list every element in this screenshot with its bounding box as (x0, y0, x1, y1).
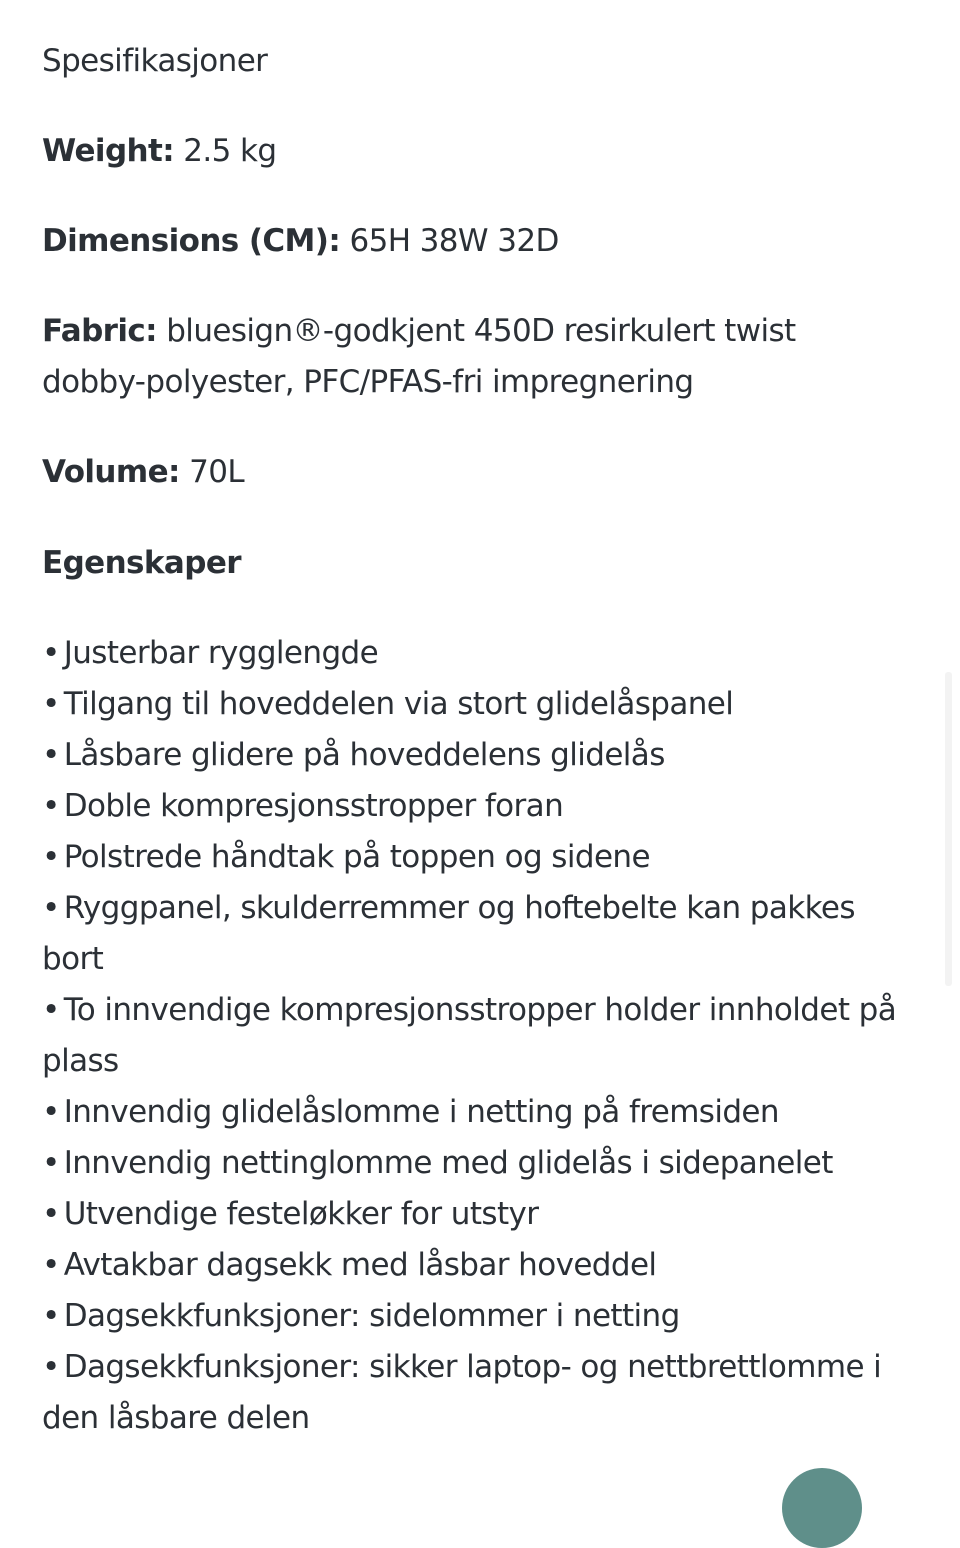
spec-fabric-value: bluesign®-godkjent 450D resirkulert twist dobby-polyester, PFC/PFAS-fri impregnering (42, 313, 796, 400)
spec-fabric (42, 306, 902, 408)
bullet-icon: • (42, 992, 60, 1028)
bullet-icon: • (42, 1247, 60, 1283)
bullet-icon: • (42, 1145, 60, 1181)
bullet-icon: • (42, 635, 60, 671)
feature-list (42, 628, 922, 1444)
bullet-icon: • (42, 1094, 60, 1130)
bullet-icon: • (42, 686, 60, 722)
feature-item: • Tilgang til hoveddelen via stort glidelåspanel (42, 686, 734, 722)
spec-dimensions (42, 216, 559, 267)
scrollbar[interactable] (945, 672, 952, 986)
floating-action-button[interactable] (782, 1468, 862, 1548)
bullet-icon: • (42, 1349, 60, 1385)
feature-item: • Dagsekkfunksjoner: sidelommer i netting (42, 1298, 680, 1334)
spec-weight-label: Weight: (42, 133, 175, 169)
feature-item: • Låsbare glidere på hoveddelens glidelås (42, 737, 665, 773)
bullet-icon: • (42, 1196, 60, 1232)
bullet-icon: • (42, 1298, 60, 1334)
feature-item: • Avtakbar dagsekk med låsbar hoveddel (42, 1247, 657, 1283)
feature-item: • Polstrede håndtak på toppen og sidene (42, 839, 650, 875)
spec-weight-value: 2.5 kg (183, 133, 277, 169)
feature-item: • To innvendige kompresjonsstropper holder innholdet på plass (42, 992, 897, 1079)
specifications-heading: Spesifikasjoner (42, 43, 268, 79)
features-heading: Egenskaper (42, 545, 241, 581)
spec-volume-label: Volume: (42, 454, 180, 490)
spec-volume (42, 447, 244, 498)
feature-item: • Ryggpanel, skulderremmer og hoftebelte kan pakkes bort (42, 890, 855, 977)
spec-fabric-label: Fabric: (42, 313, 157, 349)
feature-item: • Utvendige festeløkker for utstyr (42, 1196, 539, 1232)
feature-item: • Justerbar rygglengde (42, 635, 379, 671)
bullet-icon: • (42, 737, 60, 773)
spec-dimensions-label: Dimensions (CM): (42, 223, 341, 259)
spec-dimensions-value: 65H 38W 32D (349, 223, 559, 259)
spec-weight (42, 126, 276, 177)
feature-item: • Doble kompresjonsstropper foran (42, 788, 564, 824)
spec-volume-value: 70L (189, 454, 245, 490)
feature-item: • Dagsekkfunksjoner: sikker laptop- og nettbrettlomme i den låsbare delen (42, 1349, 882, 1436)
bullet-icon: • (42, 788, 60, 824)
bullet-icon: • (42, 890, 60, 926)
feature-item: • Innvendig glidelåslomme i netting på fremsiden (42, 1094, 779, 1130)
bullet-icon: • (42, 839, 60, 875)
feature-item: • Innvendig nettinglomme med glidelås i sidepanelet (42, 1145, 833, 1181)
